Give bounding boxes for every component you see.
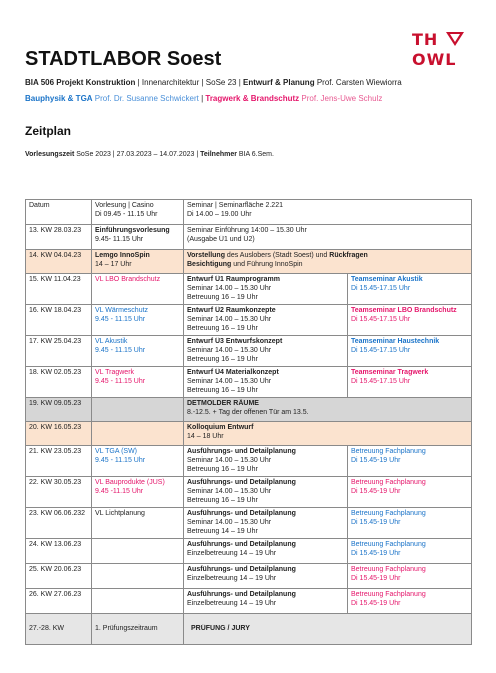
seminar-line1: Entwurf Ü2 Raumkonzepte (187, 307, 276, 314)
team-title: Betreuung Fachplanung (351, 510, 426, 517)
seminar-line2: (Ausgabe Ü1 und Ü2) (187, 236, 255, 243)
lecture-title: VL Wärmeschutz (95, 307, 149, 314)
date-text: 19. KW 09.05.23 (29, 400, 82, 407)
row-lecture (92, 336, 184, 367)
row-team (348, 508, 472, 539)
row-date (26, 446, 92, 477)
table-header (26, 200, 472, 225)
row-seminar (184, 508, 348, 539)
table-row (26, 614, 472, 645)
participants-value: BIA 6.Sem. (236, 151, 274, 158)
row-date (26, 336, 92, 367)
date-text: 22. KW 30.05.23 (29, 479, 82, 486)
row-team (348, 305, 472, 336)
rueckfragen-text: Rückfragen (329, 252, 368, 259)
seminar-line2: Einzelbetreuung 14 – 19 Uhr (187, 600, 277, 607)
row-date (26, 508, 92, 539)
seminar-line1: Ausführungs- und Detailplanung (187, 566, 296, 573)
seminar-line3: Betreuung 16 – 19 Uhr (187, 356, 258, 363)
team-time: Di 15.45-19 Uhr (351, 600, 401, 607)
table-row (26, 274, 472, 305)
header-seminar-time: Di 14.00 – 19.00 Uhr (187, 211, 252, 218)
row-lecture (92, 564, 184, 589)
team-title: Betreuung Fachplanung (351, 448, 426, 455)
row-team (348, 539, 472, 564)
table-row (26, 539, 472, 564)
vorstellung-text: Vorstellung (187, 252, 225, 259)
lecture-time: 9.45 - 11.15 Uhr (95, 457, 146, 464)
lecture-time: 9.45 - 11.15 Uhr (95, 316, 146, 323)
row-team (348, 367, 472, 398)
row-lecture (92, 477, 184, 508)
table-row (26, 589, 472, 614)
seminar-line3: Betreuung 16 – 19 Uhr (187, 387, 258, 394)
tragwerk-label: Tragwerk & Brandschutz (205, 94, 300, 103)
date-text: 24. KW 13.06.23 (29, 541, 82, 548)
table-row (26, 477, 472, 508)
team-time: Di 15.45-19 Uhr (351, 488, 401, 495)
team-title: Teamseminar Akustik (351, 276, 423, 283)
seminar-line1: DETMOLDER RÄUME (187, 400, 259, 407)
seminar-line3: Betreuung 16 – 19 Uhr (187, 294, 258, 301)
row-lecture (92, 614, 184, 645)
row-date (26, 422, 92, 446)
team-time: Di 15.45-19 Uhr (351, 550, 401, 557)
table-row (26, 508, 472, 539)
seminar-line2: Seminar 14.00 – 15.30 Uhr (187, 457, 272, 464)
seminar-line3: Betreuung 14 – 19 Uhr (187, 528, 258, 535)
row-date (26, 305, 92, 336)
lecture-time: 14 – 17 Uhr (95, 261, 132, 268)
row-seminar (184, 446, 348, 477)
team-title: Betreuung Fachplanung (351, 591, 426, 598)
lecture-title: VL Lichtplanung (95, 510, 145, 517)
seminar-line2: Seminar 14.00 – 15.30 Uhr (187, 316, 272, 323)
period-label: Vorlesungszeit (25, 151, 75, 158)
row-date (26, 274, 92, 305)
seminar-line2: Seminar 14.00 – 15.30 Uhr (187, 519, 272, 526)
seminar-line1: Ausführungs- und Detailplanung (187, 510, 296, 517)
seminar-line1: Ausführungs- und Detailplanung (187, 541, 296, 548)
header-lecture-time: Di 09.45 - 11.15 Uhr (95, 211, 158, 218)
seminar-line2: Seminar 14.00 – 15.30 Uhr (187, 488, 272, 495)
seminar-line1: Ausführungs- und Detailplanung (187, 479, 296, 486)
team-title: Teamseminar Haustechnik (351, 338, 440, 345)
row-seminar (184, 367, 348, 398)
row-date (26, 589, 92, 614)
team-title: Teamseminar LBO Brandschutz (351, 307, 457, 314)
row-date (26, 539, 92, 564)
row-seminar (184, 477, 348, 508)
row-date (26, 367, 92, 398)
header-date (26, 200, 92, 225)
date-text: 17. KW 25.04.23 (29, 338, 82, 345)
table-row (26, 336, 472, 367)
seminar-line2: Seminar 14.00 – 15.30 Uhr (187, 285, 272, 292)
section-title: Zeitplan (25, 124, 72, 138)
row-team (348, 477, 472, 508)
row-team (348, 274, 472, 305)
row-lecture (92, 305, 184, 336)
seminar-line2: 14 – 18 Uhr (187, 433, 224, 440)
lecture-title: VL Bauprodukte (JUS) (95, 479, 165, 486)
lecture-time: 9.45 - 11.15 Uhr (95, 347, 146, 354)
date-text: 25. KW 20.06.23 (29, 566, 82, 573)
row-date (26, 225, 92, 250)
row-date (26, 250, 92, 274)
team-time: Di 15.45-17.15 Uhr (351, 285, 411, 292)
course-name: BIA 506 Projekt Konstruktion (25, 78, 136, 87)
row-seminar (184, 539, 348, 564)
row-seminar (184, 225, 472, 250)
table-row (26, 422, 472, 446)
row-lecture (92, 589, 184, 614)
row-seminar (184, 250, 472, 274)
team-time: Di 15.45-17.15 Uhr (351, 347, 411, 354)
table-row (26, 305, 472, 336)
seminar-line1: Seminar Einführung 14:00 – 15.30 Uhr (187, 227, 307, 234)
row-seminar (184, 614, 472, 645)
lecture-time: 9.45- 11.15 Uhr (95, 236, 144, 243)
seminar-line1: Ausführungs- und Detailplanung (187, 591, 296, 598)
seminar-line1: Entwurf Ü4 Materialkonzept (187, 369, 279, 376)
row-team (348, 336, 472, 367)
date-text: 13. KW 28.03.23 (29, 227, 82, 234)
table-row (26, 367, 472, 398)
lecture-title: VL Akustik (95, 338, 128, 345)
row-lecture (92, 539, 184, 564)
date-text: 15. KW 11.04.23 (29, 276, 81, 283)
tragwerk-prof: Prof. Jens-Uwe Schulz (299, 94, 383, 103)
seminar-line2: Einzelbetreuung 14 – 19 Uhr (187, 550, 277, 557)
auslober-text: des Auslobers (Stadt Soest) und (224, 252, 330, 259)
seminar-line2 (187, 260, 468, 269)
team-time: Di 15.45-17.15 Uhr (351, 378, 411, 385)
seminar-line3: Betreuung 16 – 19 Uhr (187, 325, 258, 332)
row-lecture (92, 422, 184, 446)
team-title: Betreuung Fachplanung (351, 566, 426, 573)
logo-triangle-inner (450, 34, 460, 42)
row-team (348, 446, 472, 477)
seminar-line3: Betreuung 16 – 19 Uhr (187, 466, 258, 473)
row-lecture (92, 250, 184, 274)
team-time: Di 15.45-19 Uhr (351, 519, 401, 526)
th-owl-logo (408, 30, 466, 74)
row-seminar (184, 422, 472, 446)
row-seminar (184, 589, 348, 614)
date-text: 21. KW 23.05.23 (29, 448, 82, 455)
course-info: | Innenarchitektur | SoSe 23 | (135, 78, 244, 87)
table-row (26, 225, 472, 250)
seminar-line1: Kolloquium Entwurf (187, 424, 254, 431)
row-seminar (184, 336, 348, 367)
team-time: Di 15.45-17.15 Uhr (351, 316, 411, 323)
lecture-title: Lemgo InnoSpin (95, 252, 150, 259)
row-date (26, 564, 92, 589)
row-team (348, 589, 472, 614)
participants-label: Teilnehmer (200, 151, 237, 158)
date-text: 23. KW 06.06.232 (29, 510, 86, 517)
table-row (26, 446, 472, 477)
date-text: 14. KW 04.04.23 (29, 252, 82, 259)
date-text: 20. KW 16.05.23 (29, 424, 82, 431)
lecture-title: VL TGA (SW) (95, 448, 138, 455)
lecture-title: 1. Prüfungszeitraum (95, 625, 158, 632)
course-line (25, 78, 402, 87)
separator: | (198, 94, 206, 103)
exam-text: PRÜFUNG / JURY (191, 625, 250, 632)
row-seminar (184, 564, 348, 589)
table-row (26, 398, 472, 422)
row-date (26, 614, 92, 645)
lecture-title: VL LBO Brandschutz (95, 276, 161, 283)
team-title: Teamseminar Tragwerk (351, 369, 429, 376)
date-text: 27.-28. KW (29, 625, 65, 632)
row-lecture (92, 446, 184, 477)
row-lecture (92, 274, 184, 305)
row-seminar (184, 274, 348, 305)
team-title: Betreuung Fachplanung (351, 479, 426, 486)
logo-line2: OWL (412, 50, 457, 69)
seminar-line2: Seminar 14.00 – 15.30 Uhr (187, 378, 272, 385)
seminar-line1: Ausführungs- und Detailplanung (187, 448, 296, 455)
header-lecture (92, 200, 184, 225)
date-text: 16. KW 18.04.23 (29, 307, 82, 314)
date-text: 26. KW 27.06.23 (29, 591, 82, 598)
row-lecture (92, 398, 184, 422)
lecture-time: 9.45 -11.15 Uhr (95, 488, 144, 495)
staff-line (25, 94, 382, 103)
bauphysik-prof: Prof. Dr. Susanne Schwickert (92, 94, 199, 103)
table-row (26, 564, 472, 589)
seminar-line2: Seminar 14.00 – 15.30 Uhr (187, 347, 272, 354)
fuehrung-text: und Führung InnoSpin (231, 261, 303, 268)
logo-line1: TH (412, 30, 439, 49)
row-lecture (92, 225, 184, 250)
seminar-line3: Betreuung 16 – 19 Uhr (187, 497, 258, 504)
team-time: Di 15.45-19 Uhr (351, 575, 401, 582)
row-lecture (92, 367, 184, 398)
row-lecture (92, 508, 184, 539)
team-title: Betreuung Fachplanung (351, 541, 426, 548)
period-text: SoSe 2023 | 27.03.2023 – 14.07.2023 | (74, 151, 201, 158)
row-date (26, 477, 92, 508)
row-seminar (184, 398, 472, 422)
lecture-time: 9.45 - 11.15 Uhr (95, 378, 146, 385)
row-team (348, 564, 472, 589)
row-seminar (184, 305, 348, 336)
entwurf-label: Entwurf & Planung (243, 78, 315, 87)
date-text: 18. KW 02.05.23 (29, 369, 82, 376)
seminar-line2: Einzelbetreuung 14 – 19 Uhr (187, 575, 277, 582)
table-row (26, 250, 472, 274)
besichtigung-text: Besichtigung (187, 261, 232, 268)
seminar-line1: Entwurf Ü1 Raumprogramm (187, 276, 280, 283)
row-date (26, 398, 92, 422)
header-date-text: Datum (29, 202, 50, 209)
period-line (25, 151, 274, 158)
team-time: Di 15.45-19 Uhr (351, 457, 401, 464)
schedule-table (25, 199, 472, 645)
seminar-line1 (187, 251, 468, 260)
header-seminar (184, 200, 472, 225)
lecture-title: Einführungsvorlesung (95, 227, 170, 234)
header-seminar-title: Seminar | Seminarfläche 2.221 (187, 202, 283, 209)
entwurf-prof: Prof. Carsten Wiewiorra (314, 78, 402, 87)
lecture-title: VL Tragwerk (95, 369, 135, 376)
seminar-line2: 8.-12.5. + Tag der offenen Tür am 13.5. (187, 409, 309, 416)
header-lecture-title: Vorlesung | Casino (95, 202, 154, 209)
seminar-line1: Entwurf Ü3 Entwurfskonzept (187, 338, 283, 345)
bauphysik-label: Bauphysik & TGA (25, 94, 93, 103)
page-title: STADTLABOR Soest (25, 48, 222, 70)
